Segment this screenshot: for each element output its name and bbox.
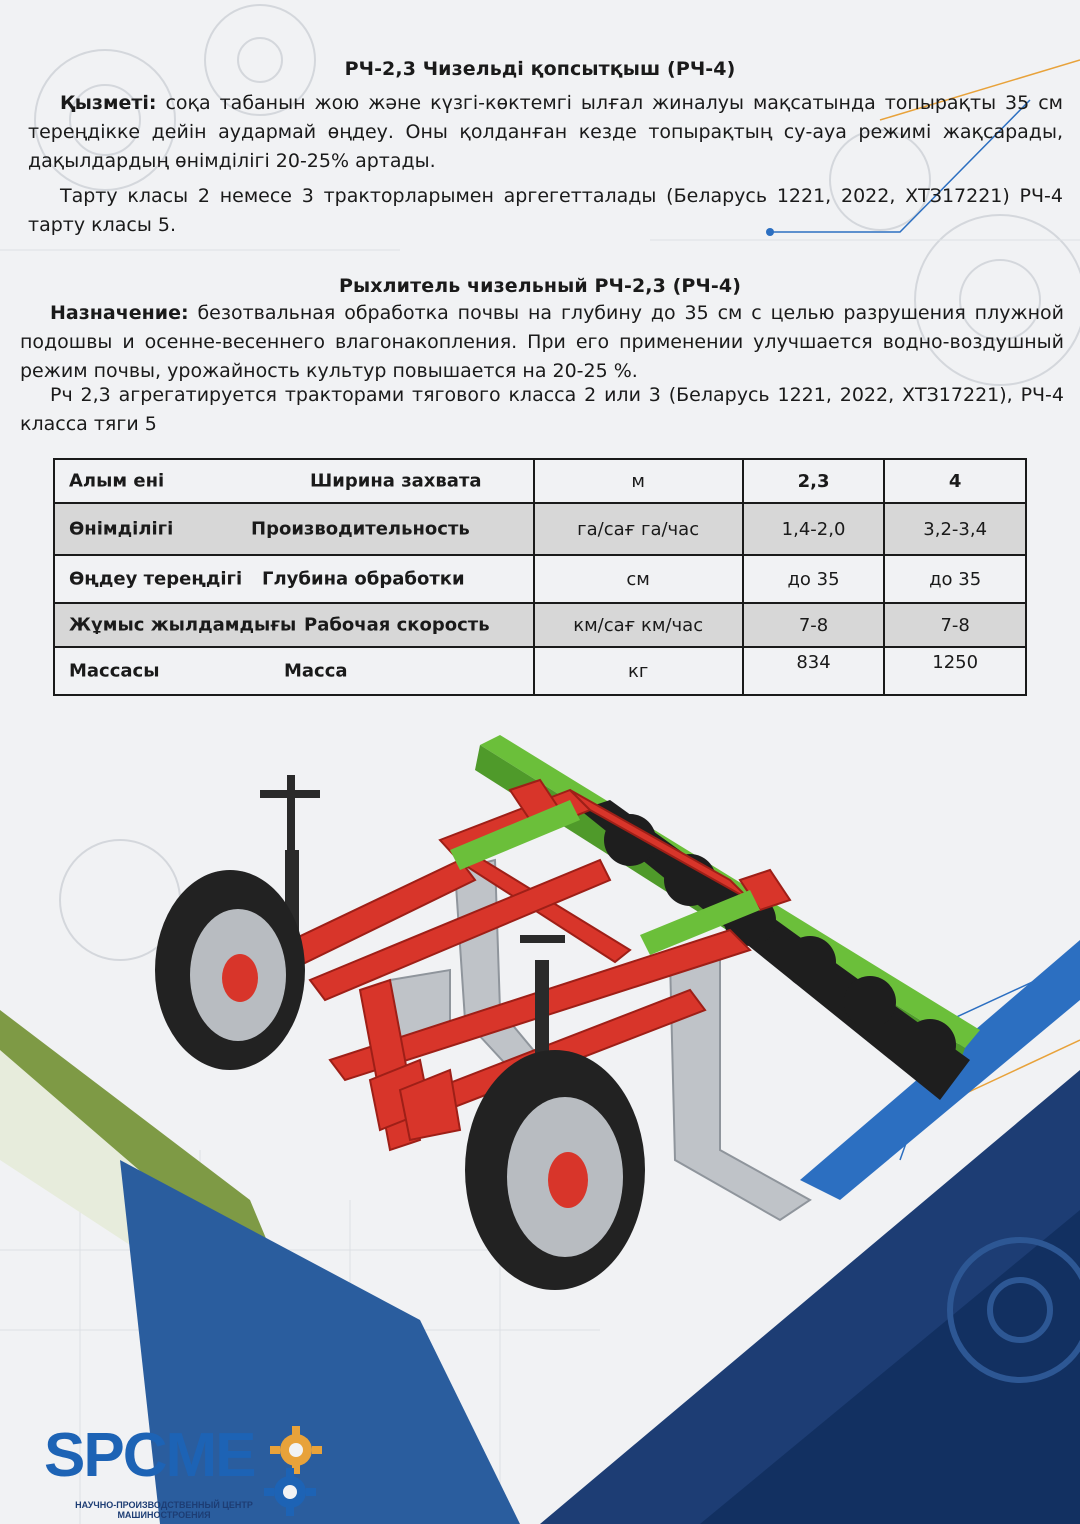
row-label-ru: Масса xyxy=(284,660,348,682)
table-row xyxy=(54,503,1026,555)
row-unit: км/сағ км/час xyxy=(534,603,743,647)
row-label-kz: Өңдеу тереңдігі xyxy=(69,568,243,590)
kz-title: РЧ-2,3 Чизельді қопсытқыш (РЧ-4) xyxy=(344,58,736,80)
ru-traction-paragraph: Рч 2,3 агрегатируется тракторами тягового класса 2 или 3 (Беларусь 1221, 2022, ХТЗ17221), РЧ-4 класса тяги 5 xyxy=(20,384,1064,435)
row-unit: см xyxy=(534,555,743,603)
row-label-kz: Жұмыс жылдамдығы xyxy=(69,614,297,636)
row-value-rch23: 2,3 xyxy=(743,459,885,503)
row-value-rch4: до 35 xyxy=(884,555,1026,603)
chisel-plow-illustration xyxy=(130,730,1000,1310)
row-label-kz: Өнімділігі xyxy=(69,518,174,540)
ru-title: Рыхлитель чизельный РЧ-2,3 (РЧ-4) xyxy=(339,275,741,297)
row-value-rch4: 4 xyxy=(884,459,1026,503)
spcme-logo xyxy=(40,1420,340,1520)
row-value-rch4: 1250 xyxy=(884,647,1026,695)
left-wheel xyxy=(155,870,305,1070)
logo-subtitle-line1: НАУЧНО-ПРОИЗВОДСТВЕННЫЙ ЦЕНТР xyxy=(75,1500,253,1510)
row-label xyxy=(54,555,534,603)
ru-purpose-text: безотвальная обработка почвы на глубину до 35 см с целью разрушения плужной подошвы и осенне-весеннего влагонакопления. При его применении улучшается водно-воздушный режим почвы, урожайность культур повышается на 20-25 %. xyxy=(20,302,1064,382)
table-row xyxy=(54,603,1026,647)
ru-purpose-label: Назначение: xyxy=(50,302,189,324)
row-label-ru: Глубина обработки xyxy=(262,568,465,590)
table-row xyxy=(54,647,1026,695)
ru-purpose-paragraph xyxy=(20,299,1064,386)
row-unit: м xyxy=(534,459,743,503)
row-value-rch4: 7-8 xyxy=(884,603,1026,647)
row-label-ru: Ширина захвата xyxy=(310,470,482,492)
row-label-kz: Массасы xyxy=(69,660,160,682)
kz-purpose-label: Қызметі: xyxy=(60,92,157,114)
row-value-rch23: 7-8 xyxy=(743,603,885,647)
row-label xyxy=(54,503,534,555)
logo-wordmark: SPCME xyxy=(44,1421,255,1490)
row-label-ru: Рабочая скорость xyxy=(304,614,490,636)
row-unit: кг xyxy=(534,647,743,695)
kz-purpose-text: соқа табанын жою және күзгі-көктемгі ылғал жиналуы мақсатында топырақты 35 см тереңдікке дейін аудармай өңдеу. Оны қолданған кезде топырақтың су-ауа режимі жақсарады, дақылдардың өнімділігі 20-25% артады. xyxy=(28,92,1063,172)
row-label xyxy=(54,603,534,647)
logo-subtitle-line2: МАШИНОСТРОЕНИЯ xyxy=(117,1510,211,1520)
row-value-rch4: 3,2-3,4 xyxy=(884,503,1026,555)
row-value-rch23: 1,4-2,0 xyxy=(743,503,885,555)
row-label xyxy=(54,647,534,695)
logo-subtitle xyxy=(44,1500,284,1520)
right-wheel xyxy=(465,1050,645,1290)
row-unit: га/сағ га/час xyxy=(534,503,743,555)
table-row xyxy=(54,459,1026,503)
row-value-rch23: до 35 xyxy=(743,555,885,603)
row-label-ru: Производительность xyxy=(251,518,470,540)
spec-table xyxy=(53,458,1027,696)
row-value-rch23: 834 xyxy=(743,647,885,695)
row-label xyxy=(54,459,534,503)
kz-purpose-paragraph xyxy=(28,89,1063,176)
row-label-kz: Алым ені xyxy=(69,470,165,492)
table-row xyxy=(54,555,1026,603)
kz-traction-paragraph: Тарту класы 2 немесе 3 тракторларымен аргегетталады (Беларусь 1221, 2022, ХТЗ17221) РЧ-4 тарту класы 5. xyxy=(28,185,1063,236)
